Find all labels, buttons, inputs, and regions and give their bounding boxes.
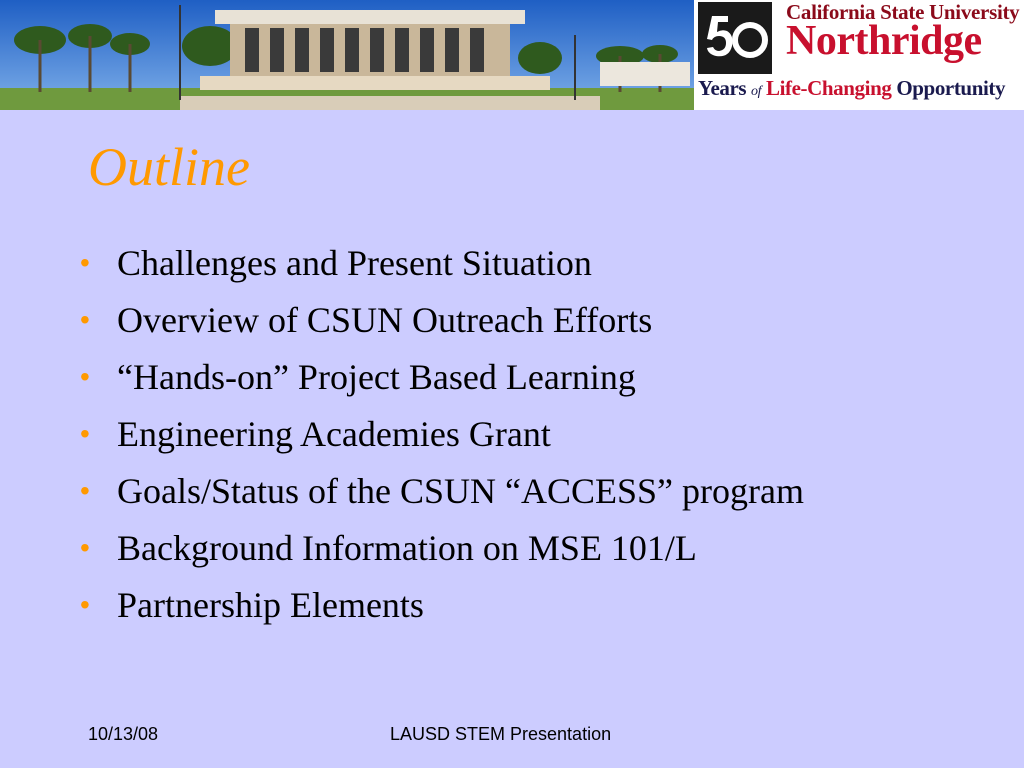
bullet-dot-icon: •: [80, 247, 90, 278]
tagline-of: of: [751, 84, 762, 99]
bullet-text: Goals/Status of the CSUN “ACCESS” program: [117, 471, 804, 511]
footer-date: 10/13/08: [88, 724, 159, 744]
university-system-name: California State University: [786, 0, 1020, 24]
bullet-dot-icon: •: [80, 475, 90, 506]
bullet-dot-icon: •: [80, 532, 90, 563]
footer-presentation-name: LAUSD STEM Presentation: [390, 724, 612, 744]
bullet-text: Overview of CSUN Outreach Efforts: [117, 300, 653, 340]
bullet-item: [80, 352, 804, 409]
bullet-text: Partnership Elements: [117, 585, 424, 625]
bullet-item: [80, 523, 804, 580]
bullet-text: Challenges and Present Situation: [117, 243, 592, 283]
bullet-item: [80, 238, 804, 295]
campus-photo-icon: [0, 0, 694, 110]
university-logo: [694, 0, 1024, 110]
bullet-dot-icon: •: [80, 589, 90, 620]
tagline-life-changing: Life-Changing: [765, 76, 892, 100]
bullet-item: [80, 295, 804, 352]
bullet-text: Engineering Academies Grant: [117, 414, 551, 454]
bullet-text: “Hands-on” Project Based Learning: [117, 357, 636, 397]
bullet-dot-icon: •: [80, 304, 90, 335]
bullet-text: Background Information on MSE 101/L: [117, 528, 697, 568]
logo-tagline: [698, 76, 1005, 101]
outline-bullet-list: [80, 238, 804, 637]
bullet-item: [80, 409, 804, 466]
bullet-item: [80, 580, 804, 637]
tagline-years: Years: [698, 76, 747, 100]
bullet-dot-icon: •: [80, 418, 90, 449]
slide-title: Outline: [88, 137, 250, 197]
tagline-opportunity: Opportunity: [896, 76, 1006, 100]
bullet-dot-icon: •: [80, 361, 90, 392]
csun-50-years-logo-icon: [698, 2, 772, 74]
campus-name: Northridge: [786, 18, 982, 64]
header-banner: [0, 0, 1024, 110]
bullet-item: [80, 466, 804, 523]
